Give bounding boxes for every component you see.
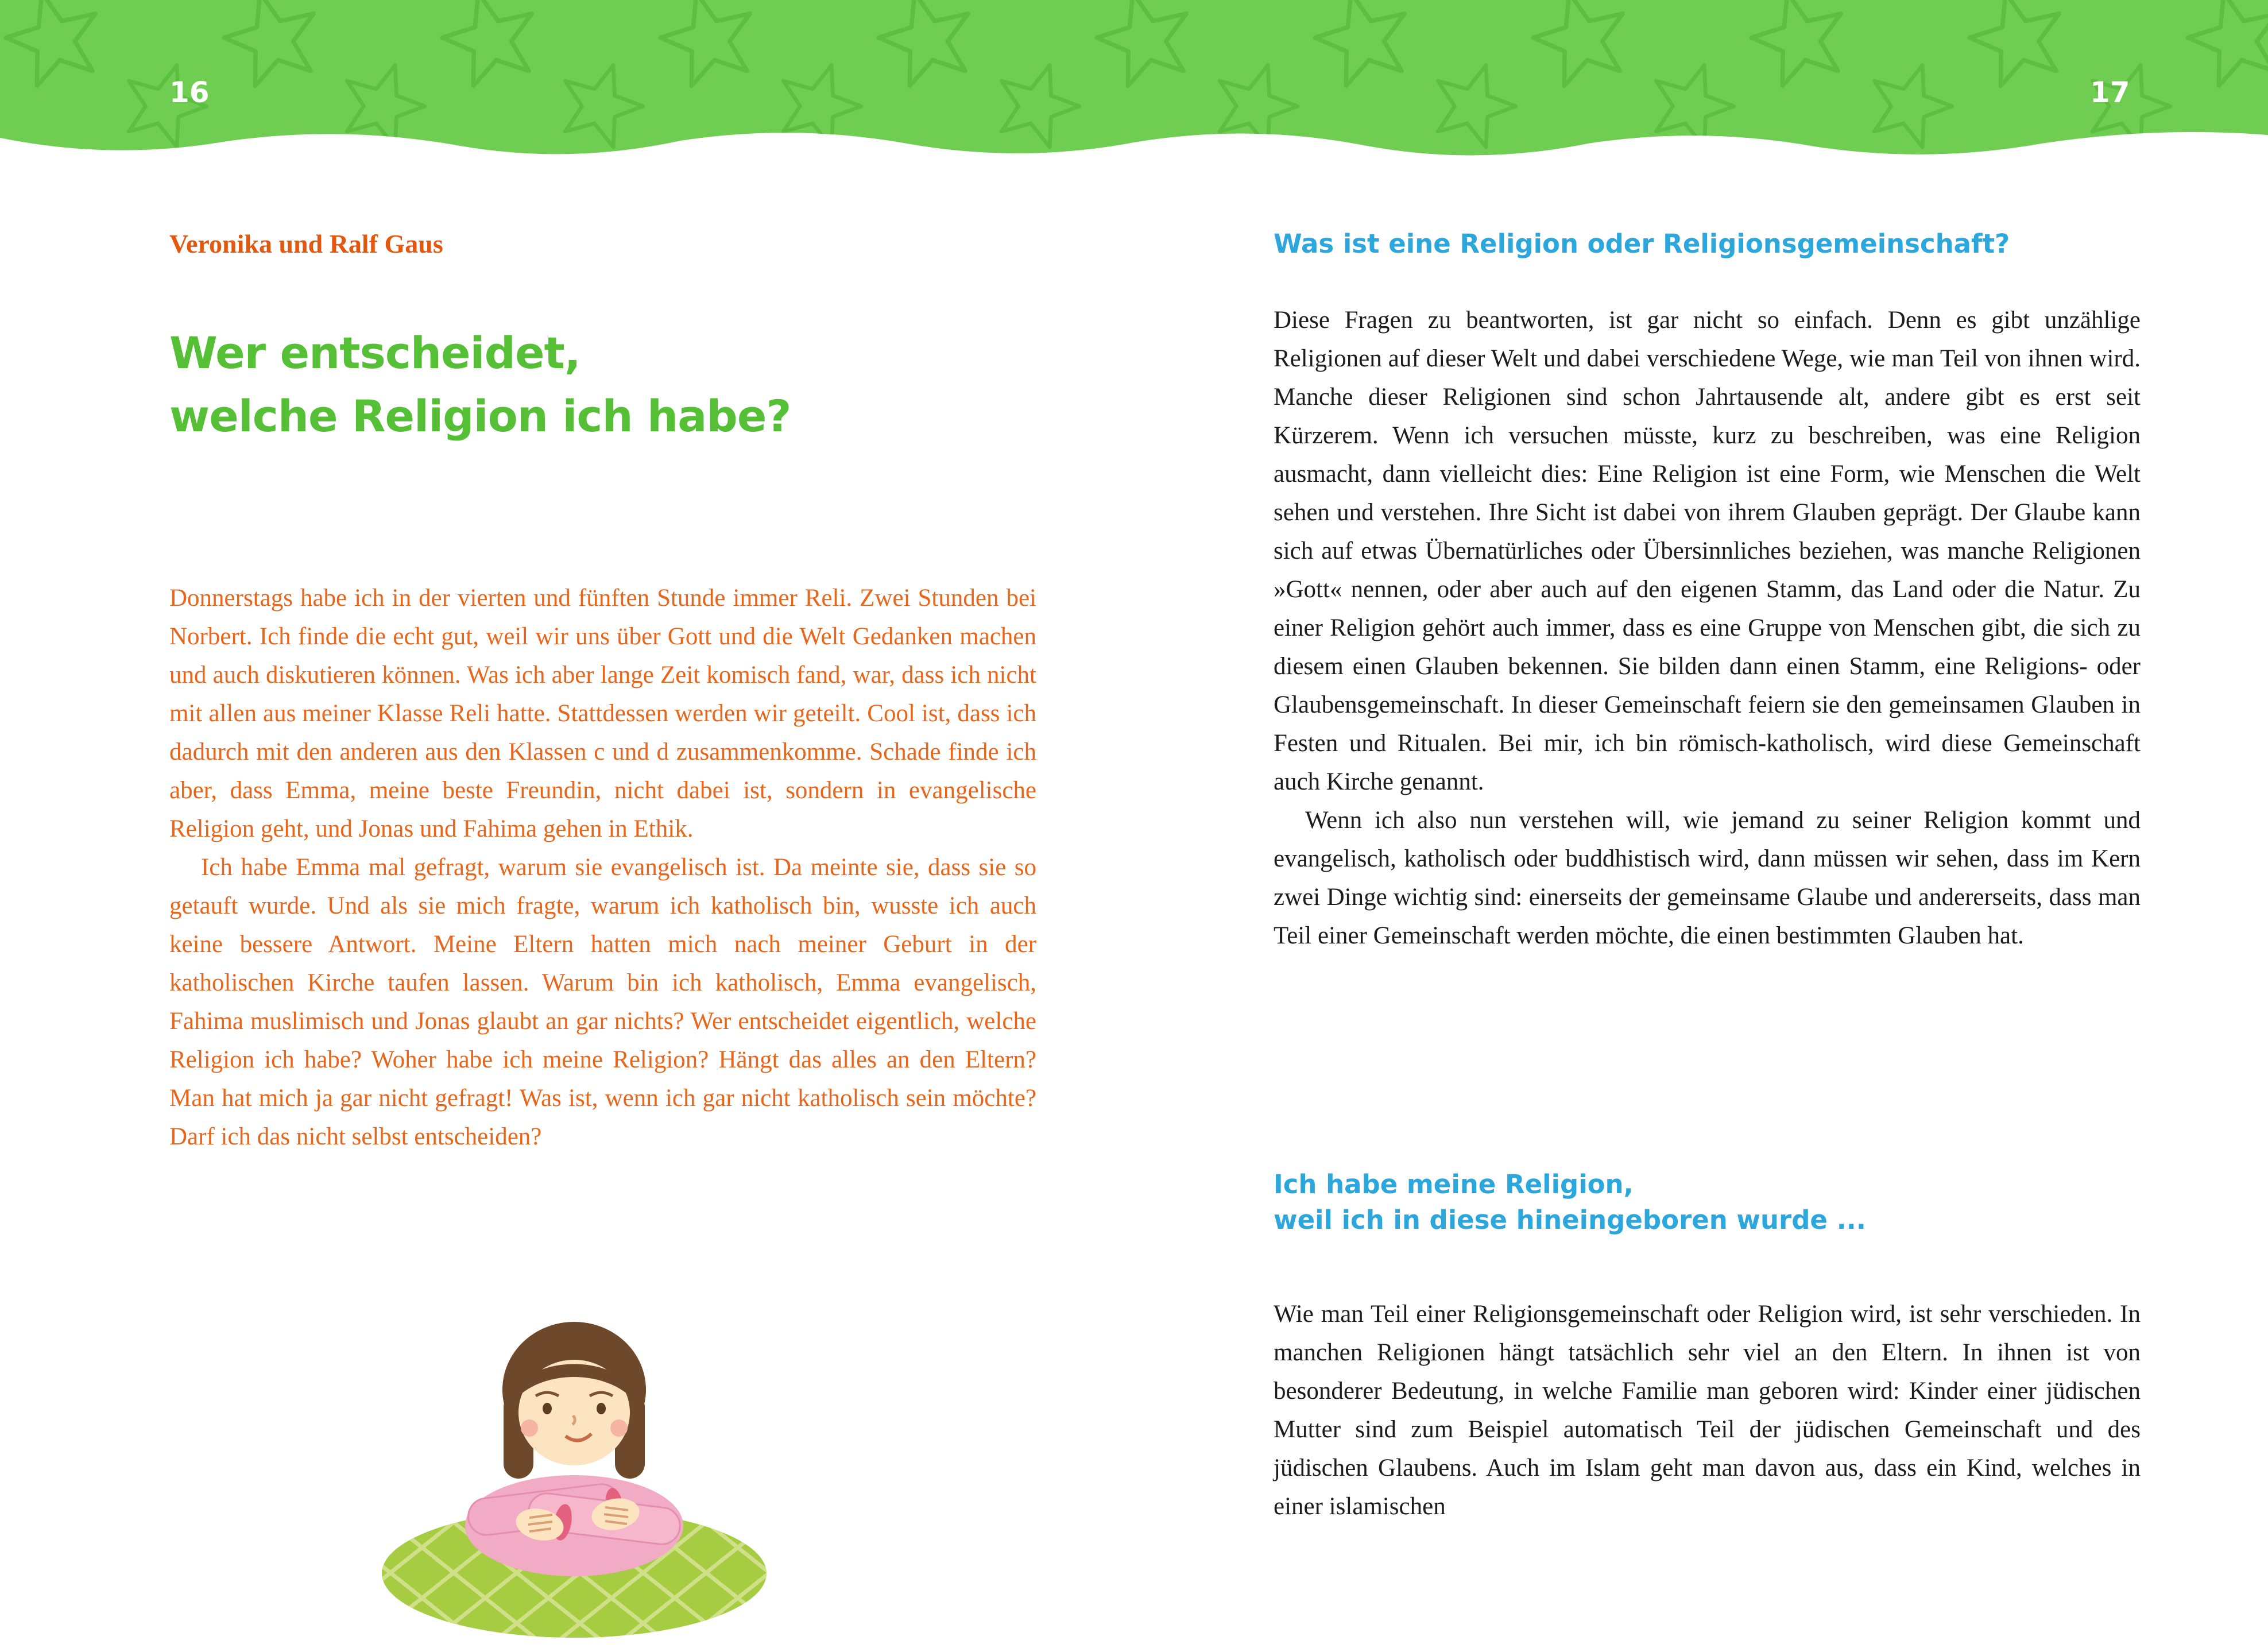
sub-heading-line-2: weil ich in diese hineingeboren wurde ...	[1274, 1205, 1866, 1235]
girl-blush	[521, 1419, 538, 1437]
left-page-body	[169, 579, 1036, 1156]
star-pattern-icon	[0, 0, 2268, 156]
body-paragraph: Wenn ich also nun verstehen will, wie jemand zu seiner Religion kommt und evangelisch, katholisch oder buddhistisch wird, dann müssen wir sehen, dass im Kern zwei Dinge wichtig sind: einerseits der gemeinsame Glaube und andererseits, dass man Teil einer Gemeinschaft werden möchte, die einen bestimmten Glauben hat.	[1274, 807, 2141, 949]
body-paragraph: Diese Fragen zu beantworten, ist gar nicht so einfach. Denn es gibt unzählige Religionen auf dieser Welt und dabei verschiedene Wege, wie man Teil von ihnen wird. Manche dieser Religionen sind schon Jahrtausende alt, andere gibt es erst seit Kürzerem. Wenn ich versuchen müsste, kurz zu beschreiben, was eine Religion ausmacht, dann vielleicht dies: Eine Religion ist eine Form, wie Menschen die Welt sehen und verstehen. Ihre Sicht ist dabei von ihrem Glauben geprägt. Der Glaube kann sich auf etwas Übernatürliches oder Übersinnliches beziehen, was manche Religionen »Gott« nennen, oder aber auch auf den eigenen Stamm, das Land oder die Natur. Zu einer Religion gehört auch immer, dass es eine Gruppe von Menschen gibt, die sich zu diesem einen Glauben bekennen. Sie bilden dann einen Stamm, eine Religions- oder Glaubensgemeinschaft. In dieser Gemeinschaft feiern sie den gemeinsamen Glauben in Festen und Ritualen. Bei mir, ich bin römisch-katholisch, wird diese Gemeinschaft auch Kirche genannt.	[1274, 307, 2141, 795]
right-page-body	[1274, 301, 2141, 955]
page-number-right: 17	[2090, 76, 2130, 109]
girl-illustration	[367, 1278, 781, 1645]
right-page-body-2	[1274, 1295, 2141, 1526]
body-paragraph: Donnerstags habe ich in der vierten und fünften Stunde immer Reli. Zwei Stunden bei Norbert. Ich finde die echt gut, weil wir uns über Gott und die Welt Gedanken machen und auch diskutieren können. Was ich aber lange Zeit komisch fand, war, dass ich nicht mit allen aus meiner Klasse Reli hatte. Stattdessen werden wir geteilt. Cool ist, dass ich dadurch mit den anderen aus den Klassen c und d zusammenkomme. Schade finde ich aber, dass Emma, meine beste Freundin, nicht dabei ist, sondern in evangelische Religion geht, und Jonas und Fahima gehen in Ethik.	[169, 585, 1036, 842]
sub-heading	[1274, 1167, 2169, 1238]
girl-eye	[543, 1403, 552, 1414]
body-paragraph: Wie man Teil einer Religionsgemeinschaft oder Religion wird, ist sehr verschieden. In manchen Religionen hängt tatsächlich sehr viel an den Eltern. In ihnen ist von besonderer Bedeutung, in welche Familie man geboren wird: Kinder einer jüdischen Mutter sind zum Beispiel automatisch Teil der jüdischen Gemeinschaft und des jüdischen Glaubens. Auch im Islam geht man davon aus, dass ein Kind, welches in einer islamischen	[1274, 1301, 2141, 1520]
chapter-title-line-2: welche Religion ich habe?	[169, 390, 791, 442]
chapter-title	[169, 322, 1065, 448]
section-heading: Was ist eine Religion oder Religionsgemeinschaft?	[1274, 229, 2010, 259]
chapter-title-line-1: Wer entscheidet,	[169, 327, 580, 378]
girl-blush	[610, 1419, 628, 1437]
body-paragraph: Ich habe Emma mal gefragt, warum sie evangelisch ist. Da meinte sie, dass sie so getauft wurde. Und als sie mich fragte, warum ich katholisch bin, wusste ich auch keine bessere Antwort. Meine Eltern hatten mich nach meiner Geburt in der katholischen Kirche taufen lassen. Warum bin ich katholisch, Emma evangelisch, Fahima muslimisch und Jonas glaubt an gar nichts? Wer entscheidet eigentlich, welche Religion ich habe? Woher habe ich meine Religion? Hängt das alles an den Eltern? Man hat mich ja gar nicht gefragt! Was ist, wenn ich gar nicht katholisch sein möchte? Darf ich das nicht selbst entscheiden?	[169, 854, 1036, 1150]
page-number-left: 16	[169, 76, 210, 109]
header-band	[0, 0, 2268, 189]
girl-eye	[597, 1403, 606, 1414]
sub-heading-line-1: Ich habe meine Religion,	[1274, 1169, 1634, 1200]
author-line: Veronika und Ralf Gaus	[169, 229, 443, 258]
